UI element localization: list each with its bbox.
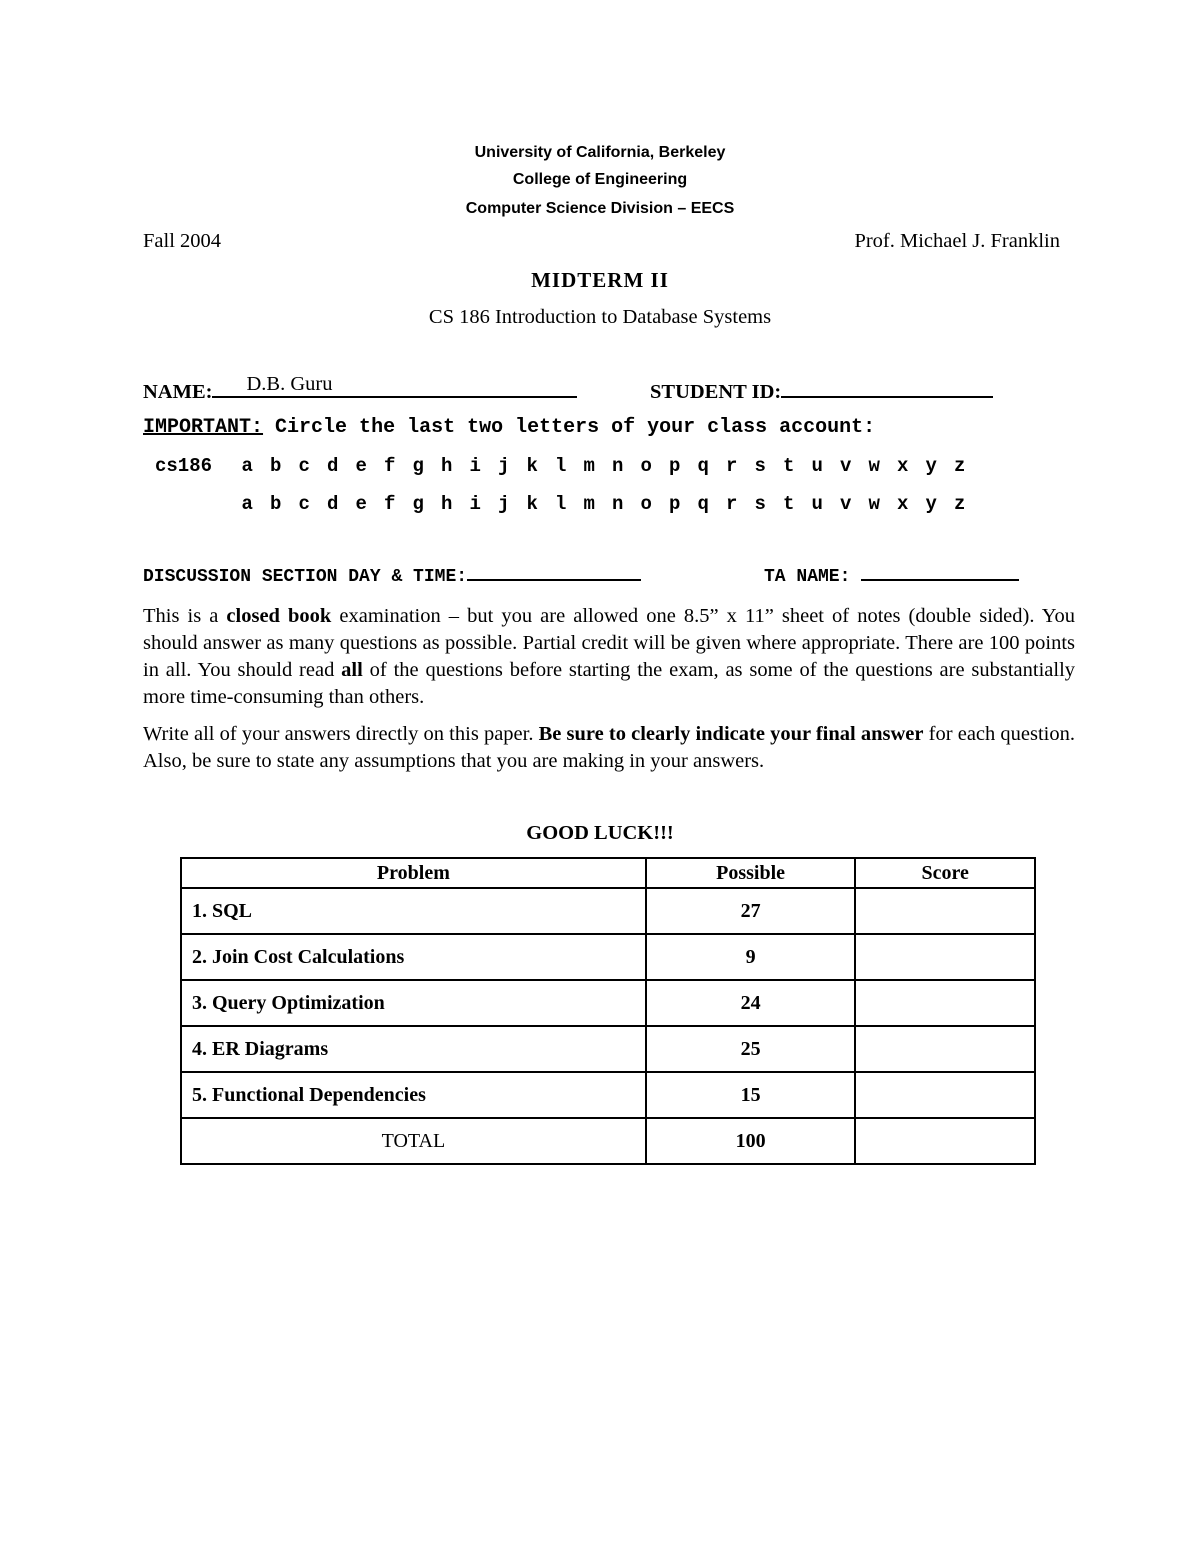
score-cell[interactable] [855, 1072, 1035, 1118]
letter-option[interactable]: w [868, 493, 880, 515]
letter-option[interactable]: b [270, 493, 282, 515]
table-row [181, 934, 1035, 980]
student-id-label: STUDENT ID: [650, 381, 782, 403]
letter-option[interactable]: f [384, 455, 396, 477]
good-luck: GOOD LUCK!!! [526, 822, 674, 844]
letter-option[interactable]: a [241, 493, 253, 515]
total-score-cell[interactable] [855, 1118, 1035, 1164]
college-name: College of Engineering [512, 171, 688, 188]
possible-points: 9 [646, 934, 856, 980]
letter-option[interactable]: x [897, 455, 909, 477]
discussion-row [143, 565, 641, 587]
exam-title: MIDTERM II [531, 268, 669, 292]
name-value: D.B. Guru [246, 373, 333, 395]
division-name: Computer Science Division – EECS [465, 200, 735, 217]
letters-row-1 [155, 455, 974, 477]
letter-option[interactable]: e [355, 493, 367, 515]
letter-option[interactable]: s [754, 455, 766, 477]
account-prefix: cs186 [155, 455, 213, 477]
table-row [181, 980, 1035, 1026]
letter-option[interactable]: r [726, 493, 738, 515]
letter-option[interactable]: l [555, 455, 567, 477]
problem-name: 5. Functional Dependencies [181, 1072, 646, 1118]
letter-option[interactable]: z [954, 455, 966, 477]
letter-option[interactable]: g [412, 493, 424, 515]
letter-option[interactable]: t [783, 455, 795, 477]
total-row [181, 1118, 1035, 1164]
letter-option[interactable]: e [355, 455, 367, 477]
professor: Prof. Michael J. Franklin [854, 230, 1060, 252]
letter-option[interactable]: o [640, 493, 652, 515]
score-cell[interactable] [855, 1026, 1035, 1072]
semester: Fall 2004 [143, 230, 222, 252]
total-possible: 100 [646, 1118, 856, 1164]
instructions [143, 603, 1075, 775]
letter-option[interactable]: a [241, 455, 253, 477]
letter-option[interactable]: d [327, 455, 339, 477]
letter-option[interactable]: r [726, 455, 738, 477]
header-score: Score [855, 858, 1035, 888]
letter-option[interactable]: f [384, 493, 396, 515]
letter-option[interactable]: n [612, 493, 624, 515]
letter-option[interactable]: t [783, 493, 795, 515]
problem-name: 4. ER Diagrams [181, 1026, 646, 1072]
table-row [181, 888, 1035, 934]
letter-option[interactable]: q [697, 493, 709, 515]
ta-label: TA NAME: [764, 567, 851, 587]
header-problem: Problem [181, 858, 646, 888]
total-label: TOTAL [181, 1118, 646, 1164]
instructions-paragraph-1: This is a closed book examination – but you are allowed one 8.5” x 11” sheet of notes (double sided). You should answer as many questions as possible. Partial credit will be given where appropriate. There are 100 points in all. You should read all of the questions before starting the exam, as some of the questions are substantially more time-consuming than others. [143, 605, 1076, 708]
letter-option[interactable]: p [669, 455, 681, 477]
problem-name: 1. SQL [181, 888, 646, 934]
letter-option[interactable]: m [583, 455, 595, 477]
score-table-header [181, 858, 1035, 888]
possible-points: 25 [646, 1026, 856, 1072]
university-name: University of California, Berkeley [474, 144, 726, 161]
possible-points: 27 [646, 888, 856, 934]
score-cell[interactable] [855, 934, 1035, 980]
letter-option[interactable]: m [583, 493, 595, 515]
letter-option[interactable]: d [327, 493, 339, 515]
ta-row [764, 565, 1019, 587]
score-table [180, 857, 1036, 1165]
letter-option[interactable]: v [840, 493, 852, 515]
ta-field[interactable] [861, 565, 1019, 581]
letter-option[interactable]: o [640, 455, 652, 477]
possible-points: 15 [646, 1072, 856, 1118]
discussion-field[interactable] [467, 565, 641, 581]
discussion-label: DISCUSSION SECTION DAY & TIME: [143, 567, 468, 587]
letter-option[interactable]: g [412, 455, 424, 477]
letter-option[interactable]: v [840, 455, 852, 477]
score-cell[interactable] [855, 980, 1035, 1026]
letter-option[interactable]: l [555, 493, 567, 515]
letter-option[interactable]: j [498, 493, 510, 515]
letter-option[interactable]: c [298, 493, 310, 515]
problem-name: 3. Query Optimization [181, 980, 646, 1026]
letter-option[interactable]: i [469, 455, 481, 477]
letter-option[interactable]: y [925, 455, 937, 477]
letter-option[interactable]: u [811, 455, 823, 477]
letter-option[interactable]: s [754, 493, 766, 515]
name-field[interactable] [212, 373, 577, 398]
problem-name: 2. Join Cost Calculations [181, 934, 646, 980]
letters-row-2 [233, 493, 974, 515]
letter-option[interactable]: w [868, 455, 880, 477]
score-cell[interactable] [855, 888, 1035, 934]
letter-option[interactable]: q [697, 455, 709, 477]
letter-option[interactable]: k [526, 455, 538, 477]
letter-option[interactable]: j [498, 455, 510, 477]
letter-option[interactable]: x [897, 493, 909, 515]
letter-option[interactable]: u [811, 493, 823, 515]
name-row [143, 373, 577, 404]
letter-option[interactable]: k [526, 493, 538, 515]
important-row [143, 416, 875, 439]
possible-points: 24 [646, 980, 856, 1026]
student-id-row [650, 378, 993, 404]
name-label: NAME: [143, 381, 213, 403]
letter-option[interactable]: b [270, 455, 282, 477]
course-title: CS 186 Introduction to Database Systems [428, 306, 772, 328]
letter-option[interactable]: c [298, 455, 310, 477]
table-row [181, 1026, 1035, 1072]
letter-option[interactable]: y [925, 493, 937, 515]
letter-option[interactable]: z [954, 493, 966, 515]
student-id-field[interactable] [781, 378, 993, 398]
letter-option[interactable]: h [441, 455, 453, 477]
letter-option[interactable]: p [669, 493, 681, 515]
table-row [181, 1072, 1035, 1118]
instructions-paragraph-2: Write all of your answers directly on this paper. Be sure to clearly indicate your final answer for each question. Also, be sure to state any assumptions that you are making in your answers. [143, 723, 1076, 772]
letter-option[interactable]: i [469, 493, 481, 515]
important-label: IMPORTANT: [143, 416, 264, 439]
letter-option[interactable]: h [441, 493, 453, 515]
important-text: Circle the last two letters of your class account: [275, 416, 876, 439]
header-possible: Possible [646, 858, 856, 888]
letter-option[interactable]: n [612, 455, 624, 477]
